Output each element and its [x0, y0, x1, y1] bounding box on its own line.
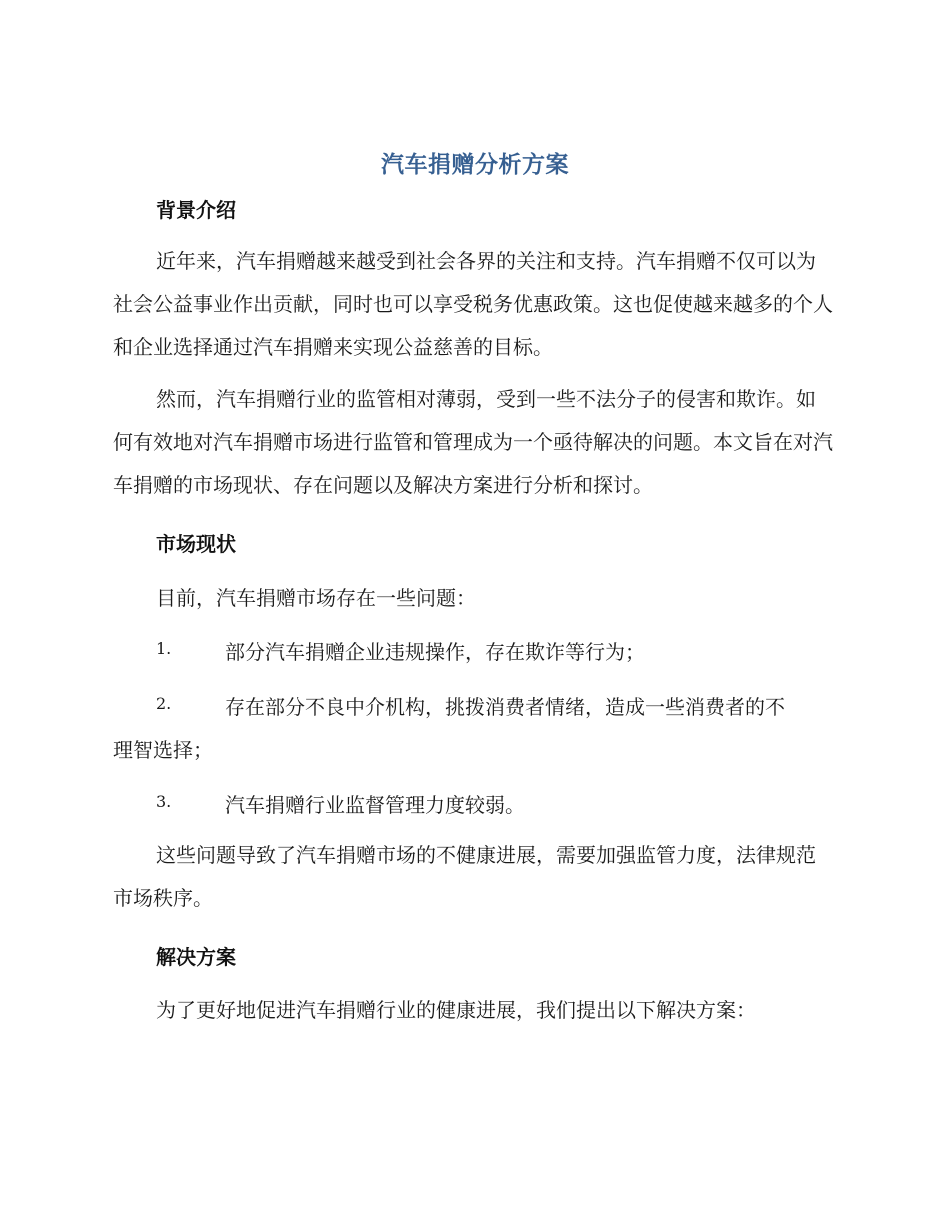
- list-item-text: 汽车捐赠行业监督管理力度较弱。: [225, 793, 525, 817]
- list-item-text: 存在部分不良中介机构，挑拨消费者情绪，造成一些消费者的不: [225, 695, 785, 719]
- solution-intro: 为了更好地促进汽车捐赠行业的健康进展，我们提出以下解决方案：: [156, 998, 756, 1022]
- section-heading-market: 市场现状: [156, 532, 236, 556]
- paragraph: 然而，汽车捐赠行业的监管相对薄弱，受到一些不法分子的侵害和欺诈。如何有效地对汽车捐赠市场进行监管和管理成为一个亟待解决的问题。本文旨在对汽车捐赠的市场现状、存在问题以及解决方案进行分析和探讨。: [113, 387, 833, 497]
- section-heading-background: 背景介绍: [156, 198, 236, 222]
- list-item-text: 部分汽车捐赠企业违规操作，存在欺诈等行为；: [225, 640, 645, 664]
- section-heading-solution: 解决方案: [156, 945, 236, 969]
- market-intro: 目前，汽车捐赠市场存在一些问题：: [156, 586, 476, 610]
- paragraph: 近年来，汽车捐赠越来越受到社会各界的关注和支持。汽车捐赠不仅可以为社会公益事业作出贡献，同时也可以享受税务优惠政策。这也促使越来越多的个人和企业选择通过汽车捐赠来实现公益慈善的目标。: [113, 249, 833, 359]
- list-item-text-continued: 理智选择；: [113, 738, 213, 762]
- list-item-number: 2.: [156, 694, 172, 713]
- list-item-number: 1.: [156, 639, 172, 658]
- market-conclusion: 这些问题导致了汽车捐赠市场的不健康进展，需要加强监管力度，法律规范市场秩序。: [113, 843, 816, 910]
- document-title: 汽车捐赠分析方案: [381, 152, 569, 178]
- list-item-number: 3.: [156, 792, 172, 811]
